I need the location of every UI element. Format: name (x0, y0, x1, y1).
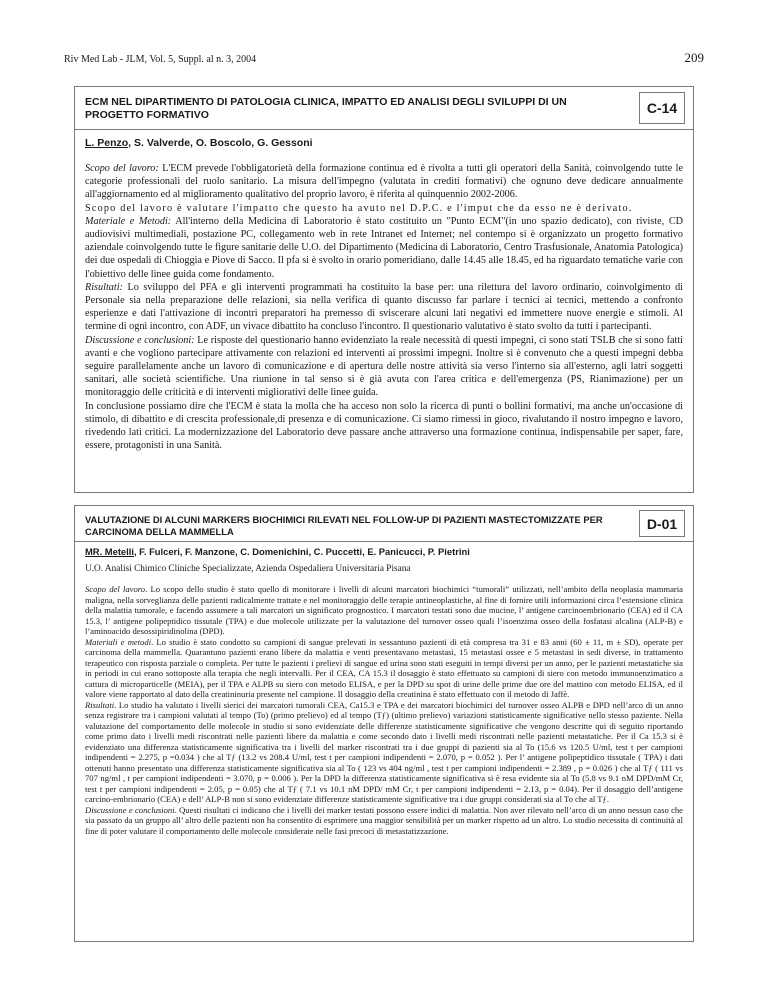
section-label: Risultati: (85, 281, 123, 293)
abstract-header (75, 87, 693, 130)
section-discussion (85, 805, 683, 837)
section-methods (85, 215, 683, 281)
section-text: Le risposte del questionario hanno evidenziato la reale necessità di questi impegni, ci sono stati TSLB che si sono fatti avanti e che vogliono partecipare attivamente con relazioni ed interventi ai prossimi impegni. Inoltre si è convenuto che a questi impegni debba seguire parallelamente anche un lavoro di comunicazione e di apertura delle nostre attività sia verso l'interno sia all'esterno, agli latri soggetti sanitari, alle società scientifiche. Una riunione in tal senso si è già avuta con l'area critica e dell'emergenza (PS, Rianimazione) per un monitoraggio delle criticità e di interventi migliorativi delle linee guida. (85, 334, 684, 399)
abstract-code: C-14 (639, 92, 685, 124)
abstract-title: ECM NEL DIPARTIMENTO DI PATOLOGIA CLINICA, IMPATTO ED ANALISI DEGLI SVILUPPI DI UN PROGETTO FORMATIVO (85, 96, 567, 121)
section-label: Discussione e conclusioni: (85, 334, 195, 346)
section-methods (85, 637, 683, 700)
co-authors: , S. Valverde, O. Boscolo, G. Gessoni (128, 137, 313, 149)
section-results (85, 700, 683, 805)
section-text: . Lo studio è stato condotto su campioni di sangue prelevati in sessantuno pazienti di età compresa tra 31 e 83 anni (60 ± 11, m ± SD), operate per carcinoma della mammella. Quarantuno pazienti erano libere da malattia e venti presentavano metastasi, 15 metastasi ossee e 5 metastasi in sedi diverse, in trattamento terapeutico con risposta parziale o completa. Per tutte le pazienti i prelievi di sangue ed urina sono stati eseguiti in tempi diversi per un anno, per le pazienti metastatiche sia in periodi in cui erano sottoposte alla terapia che negli intervalli. Per il CEA, CA 15.3 il dosaggio è stato effettuato su campioni di siero con metodo immunoenzimatico a cattura di microparticelle (MEIA), per il TPA e ALPB su siero con metodo ELISA, e per la DPD su spot di urine delle prime due ore del mattino con metodo ELISA, ed il valore viene rapportato al dato della creatininuria presente nel campione. Il dosaggio della creatinina è stato effettuato con il metodo di Jaffè. (85, 636, 683, 699)
co-authors: , F. Fulceri, F. Manzone, C. Domenichini, C. Puccetti, E. Panicucci, P. Pietrini (133, 546, 470, 557)
abstract-d01 (74, 505, 694, 942)
section-label: Materiale e Metodi: (85, 215, 172, 227)
section-label: Risultati (85, 699, 115, 710)
section-text: Lo sviluppo del PFA e gli interventi programmati ha costituito la base per: una rilettura del lavoro ordinario, coinvolgimento di Personale sia nella preparazione delle relazioni, sia nella verifica di quanto discusso far parlare i tecnici ai tecnici, mettendo a confronto esperienze e dati l'attivazione di incontri preparatori ha premesso di sviscerare alcuni lati negativi ed immettere nuove energie e stimoli. Al termine di ogni incontro, con ADF, un vivace dibattito ha concluso l'incontro. Il questionario valutativo è stato svolto da tutti i partecipanti. (85, 281, 683, 333)
section-text: . Questi risultati ci indicano che i livelli dei marker testati possono essere indici di malattia. Non aver rilevato nell’arco di un anno nessun caso che sia passato da un gruppo all’ altro delle pazienti non ha consentito di esprimere una maggior sensibilità per un marker rispetto ad un altro. Lo studio necessita di continuità al fine di poter valutare il comportamento delle molecole considerate nelle fasi precoci di metastatizzazione. (85, 804, 684, 836)
section-text: . Lo scopo dello studio è stato quello di monitorare i livelli di alcuni marcatori biochimici “tumorali” utilizzati, nell’ambito della neoplasia mammaria maligna, nella sorveglianza delle pazienti radicalmente trattate e nel monitoraggio delle terapie antineoplastiche, al fine di fornire utili informazioni circa l’estensione clinica della malattia tumorale, e facendo assumere a tali marcatori un significato prognostico. I marcatori testati sono due mucine, l’ antigene carcinoembrionario (CEA) ed il CA 15.3, l’ antigene polipeptidico tissutale (TPA) e due molecole utilizzate per la valutazione del turnover osseo quali l’isoenzima osseo della fosfatasi alcalina (ALP-B) e l’aminoacido desossipiridinolina (DPD). (85, 584, 683, 636)
affiliation: U.O. Analisi Chimico Cliniche Specializzate, Azienda Ospedaliera Universitaria Pisana (85, 564, 411, 574)
abstract-c14 (74, 86, 694, 493)
abstract-body (75, 137, 693, 452)
section-discussion (85, 334, 683, 400)
abstract-title: VALUTAZIONE DI ALCUNI MARKERS BIOCHIMICI RILEVATI NEL FOLLOW-UP DI PAZIENTI MASTECTOMIZZATE PER CARCINOMA DELLA MAMMELLA (85, 514, 603, 537)
page-number: 209 (684, 50, 704, 65)
section-purpose (85, 584, 683, 637)
section-results (85, 281, 683, 334)
section-label: Discussione e conclusioni (85, 804, 175, 815)
journal-citation: Riv Med Lab - JLM, Vol. 5, Suppl. al n. 3, 2004 (64, 54, 257, 65)
section-label: Scopo del lavoro: (85, 163, 159, 174)
abstract-body (75, 546, 693, 836)
abstract-code: D-01 (639, 510, 685, 537)
section-conclusion (85, 400, 683, 453)
section-label: Materiali e metodi (85, 636, 152, 647)
section-text: L'ECM prevede l'obbligatorietà della formazione continua ed è rivolta a tutti gli operatori della Sanità, coinvolgendo tutte le categorie professionali del ruolo sanitario. La misura dell'impegno (valutata in crediti formativi) che ognuno deve dedicare annualmente all'aggiornamento ed al miglioramento qualitativo del proprio lavoro, è riferita al quinquennio 2002-2006. (85, 163, 683, 201)
abstract-text (85, 162, 683, 452)
presenting-author: L. Penzo (85, 137, 129, 149)
presenting-author: MR. Metelli (85, 546, 134, 557)
abstract-header (75, 506, 693, 542)
section-label: Scopo del lavoro (85, 584, 146, 594)
author-list (85, 546, 683, 558)
section-purpose (85, 162, 683, 202)
section-purpose-cont (85, 202, 683, 215)
section-text: . Lo studio ha valutato i livelli sierici dei marcatori tumorali CEA, Ca15.3 e TPA e dei marcatori biochimici del turnover osseo ALPB e DPD nell’arco di un anno senza registrare tra i campioni valutati al tempo (To) (primo prelievo) ed al tempo (Tƒ) (ultimo prelievo) variazioni statisticamente significative nello stesso paziente. Nella valutazione del comportamento delle molecole in studio si sono evidenziate delle differenze statisticamente significative che vengono descritte qui di seguito riportando come primo dato i livelli medi riscontrati nelle pazienti libere da malattia e come secondo dato i livelli medi riscontrati nelle pazienti metastatiche. Per il Ca 15.3 si è evidenziato una differenza statisticamente significativa tra i livelli del marker riscontrati tra i due gruppi di pazienti sia al To (15.6 vs 120.5 U/ml, test t per campioni indipendenti = 2.275, p =0.034 ) che al Tƒ (13.2 vs 208.4 U/ml, test t per campioni indipendenti = 2.070, p = 0.052 ). Per l’ antigene polipeptidico tissutale ( TPA) i dati ottenuti hanno presentato una differenza statisticamente significativa sia al To ( 123 vs 404 ng/ml , test t per campioni indipendenti = 2.389 , p = 0.026 ) che al Tƒ ( 111 vs 707 ng/ml , t per campioni indipendenti = 3.070, p = 0.006 ). Per la DPD la differenza statisticamente significativa si è resa evidente sia al To (5.8 vs 9.1 nM DPD/mM Cr, test t per campioni indipendenti = 2.05, p = 0.05) che al Tƒ ( 7.1 vs 10.1 nM DPD/ mM Cr, t per campioni indipendenti = 2.13, p = 0.04). Per il dosaggio dell’antigene carcino-embrionario (CEA) e dell’ ALP-B non si sono evidenziate differenze statisticamente significative tra i due gruppi considerati sia al To che al Tƒ. (85, 699, 683, 804)
section-text: All'interno della Medicina di Laboratorio è stato costituito un "Punto ECM"(in uno spazio dedicato), con riviste, CD audiovisivi multimediali, postazione PC, collegamento web in rete Intranet ed Internet; nel contempo si è organizzato un progetto formativo aziendale coinvolgendo tutte le figure sanitarie delle U.O. del Dipartimento (Medicina di Laboratorio, Centro Trasfusionale, Anatomia Patologica) dei due ospedali di Chioggia e Piove di Sacco. Il pfa si è svolto in orario pomeridiano, dalle 14.45 alle 18.45, ed ha riguardato tematiche varie con l'obiettivo delle linee guida come fondamento. (85, 215, 683, 280)
author-list (85, 137, 683, 150)
section-text: In conclusione possiamo dire che l'ECM è stata la molla che ha acceso non solo la ricerca di punti o bollini formativi, ma anche un'occasione di stimolo, di dibattito e di crescita professionale,di presenza e di comunicazione. Ci siamo rimessi in gioco, rivalutando il nostro impegno e lavoro, rivedendo lati critici. La modernizzazione del Laboratorio deve passare anche attraverso una formazione continua, indispensabile per saper, fare, essere, protagonisti in una Sanità. (85, 400, 683, 452)
abstract-text (85, 584, 683, 836)
section-text: Scopo del lavoro è valutare l'impatto che questo ha avuto nel D.P.C. e l'imput che da esso ne è derivato. (85, 202, 633, 214)
running-head (64, 50, 704, 64)
